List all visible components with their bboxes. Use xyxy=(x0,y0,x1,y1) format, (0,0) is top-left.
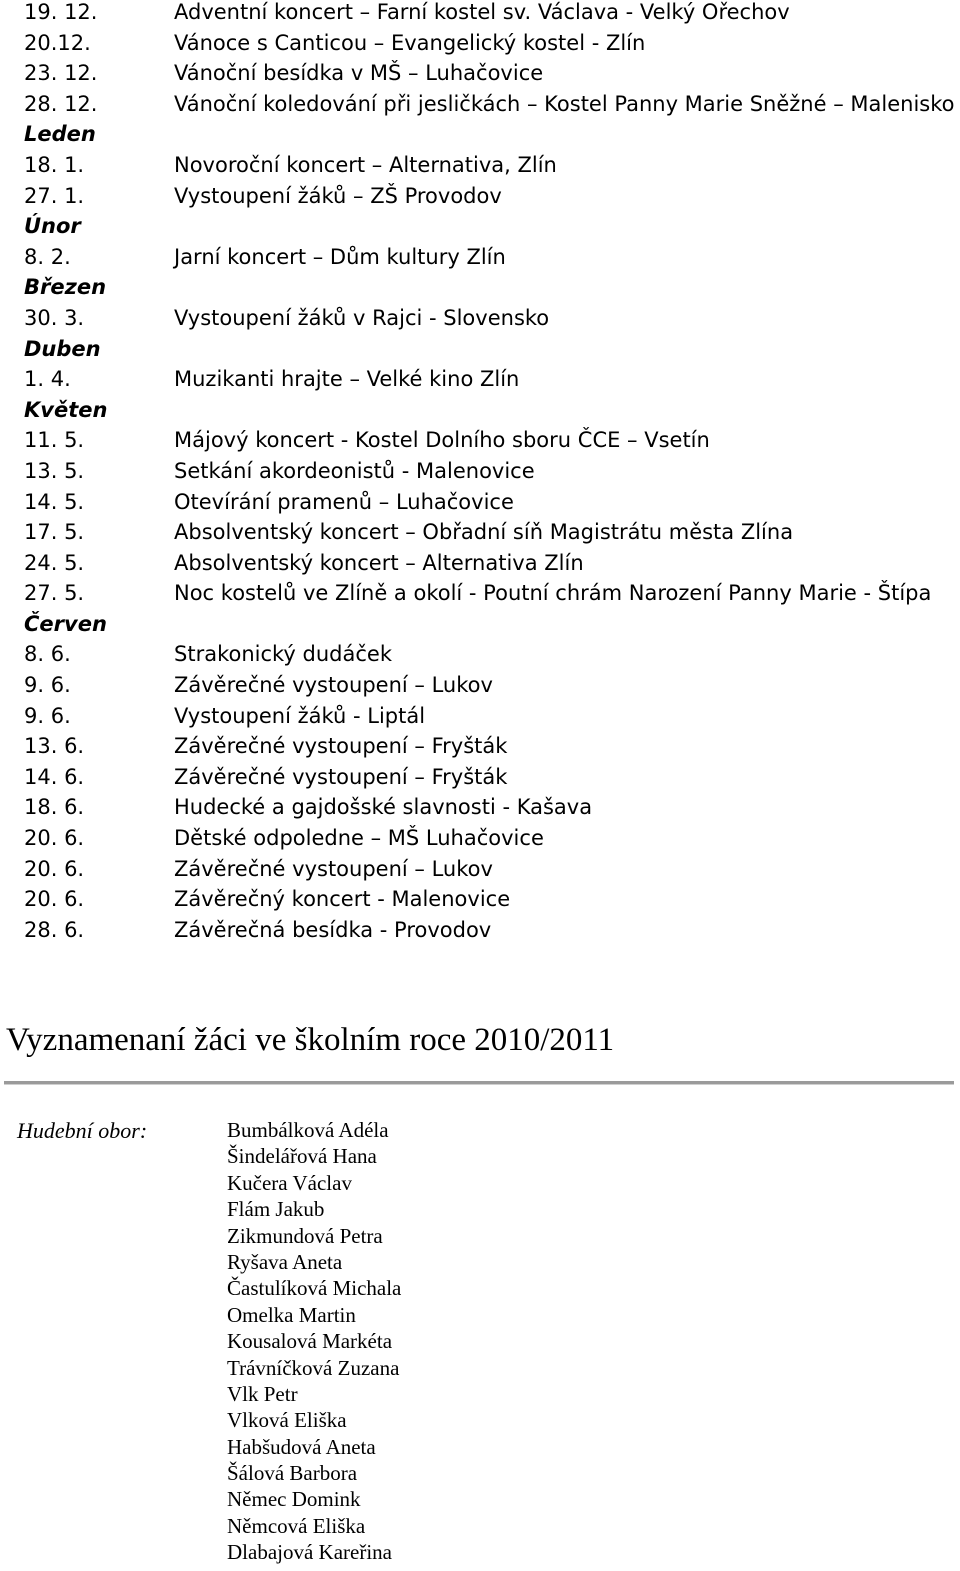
event-date: 27. 5. xyxy=(24,581,85,606)
horizontal-rule xyxy=(4,1081,954,1085)
event-description: Otevírání pramenů – Luhačovice xyxy=(174,489,514,514)
event-date: 8. 2. xyxy=(24,244,71,269)
student-name: Kučera Václav xyxy=(227,1170,352,1195)
event-row xyxy=(24,0,954,28)
month-heading: Duben xyxy=(24,336,101,361)
event-description: Noc kostelů ve Zlíně a okolí - Poutní chrám Narození Panny Marie - Štípa xyxy=(174,581,932,606)
event-row xyxy=(24,456,954,487)
student-list xyxy=(227,1117,401,1566)
event-date: 9. 6. xyxy=(24,703,71,728)
event-date: 11. 5. xyxy=(24,428,85,453)
student-name: Šálová Barbora xyxy=(227,1461,358,1486)
student-name: Flám Jakub xyxy=(227,1197,325,1222)
student-name: Vlk Petr xyxy=(227,1381,298,1406)
event-description: Absolventský koncert – Obřadní síň Magistrátu města Zlína xyxy=(174,520,794,545)
event-date: 24. 5. xyxy=(24,550,85,575)
event-description: Závěrečné vystoupení – Lukov xyxy=(174,856,493,881)
event-date: 9. 6. xyxy=(24,673,71,698)
event-date: 1. 4. xyxy=(24,367,71,392)
student-name: Němcová Eliška xyxy=(227,1513,366,1538)
event-row xyxy=(24,89,954,120)
event-description: Vánoční besídka v MŠ – Luhačovice xyxy=(174,61,544,86)
event-date: 20. 6. xyxy=(24,887,85,912)
event-description: Novoroční koncert – Alternativa, Zlín xyxy=(174,152,557,177)
event-row xyxy=(24,762,954,793)
obor-label: Hudební obor: xyxy=(17,1118,148,1143)
event-row xyxy=(24,823,954,854)
month-heading: Červen xyxy=(24,611,107,636)
event-date: 28. 6. xyxy=(24,917,85,942)
event-date: 27. 1. xyxy=(24,183,85,208)
event-row xyxy=(24,701,954,732)
event-row xyxy=(24,425,954,456)
event-description: Vystoupení žáků v Rajci - Slovensko xyxy=(174,305,550,330)
month-heading: Květen xyxy=(24,397,108,422)
student-name: Habšudová Aneta xyxy=(227,1434,376,1459)
event-row xyxy=(24,181,954,212)
student-name: Omelka Martin xyxy=(227,1302,356,1327)
event-description: Vystoupení žáků - Liptál xyxy=(174,703,426,728)
event-description: Strakonický dudáček xyxy=(174,642,392,667)
event-date: 14. 6. xyxy=(24,764,85,789)
event-date: 28. 12. xyxy=(24,91,98,116)
event-date: 13. 6. xyxy=(24,734,85,759)
event-row xyxy=(24,639,954,670)
event-description: Závěrečná besídka - Provodov xyxy=(174,917,492,942)
event-description: Dětské odpoledne – MŠ Luhačovice xyxy=(174,826,544,851)
event-description: Závěrečné vystoupení – Fryšták xyxy=(174,764,508,789)
event-date: 30. 3. xyxy=(24,305,85,330)
student-name: Trávníčková Zuzana xyxy=(227,1355,400,1380)
event-row xyxy=(24,487,954,518)
month-heading: Únor xyxy=(24,214,81,239)
event-row xyxy=(24,58,954,89)
event-row xyxy=(24,854,954,885)
event-description: Setkání akordeonistů - Malenovice xyxy=(174,458,535,483)
event-row xyxy=(24,28,954,59)
student-name: Častulíková Michala xyxy=(227,1276,402,1301)
student-name: Zikmundová Petra xyxy=(227,1223,383,1248)
student-name: Bumbálková Adéla xyxy=(227,1118,389,1142)
event-row xyxy=(24,548,954,579)
event-date: 8. 6. xyxy=(24,642,71,667)
event-row xyxy=(24,150,954,181)
event-date: 17. 5. xyxy=(24,520,85,545)
event-row xyxy=(24,303,954,334)
event-row xyxy=(24,915,954,946)
event-date: 20.12. xyxy=(24,30,91,55)
student-name: Dlabajová Kareřina xyxy=(227,1540,392,1565)
event-date: 18. 1. xyxy=(24,152,85,177)
month-heading: Březen xyxy=(24,275,107,300)
event-row xyxy=(24,884,954,915)
student-name: Ryšava Aneta xyxy=(227,1249,343,1274)
event-row xyxy=(24,670,954,701)
event-date: 19. 12. xyxy=(24,0,98,24)
event-description: Vánoce s Canticou – Evangelický kostel - Zlín xyxy=(174,30,646,55)
event-date: 13. 5. xyxy=(24,458,85,483)
student-name: Vlková Eliška xyxy=(227,1408,347,1433)
event-row xyxy=(24,731,954,762)
event-description: Jarní koncert – Dům kultury Zlín xyxy=(174,244,506,269)
student-name: Němec Domink xyxy=(227,1487,361,1512)
event-row xyxy=(24,792,954,823)
event-description: Adventní koncert – Farní kostel sv. Václava - Velký Ořechov xyxy=(174,0,790,24)
event-description: Májový koncert - Kostel Dolního sboru ČCE – Vsetín xyxy=(174,428,710,453)
event-description: Hudecké a gajdošské slavnosti - Kašava xyxy=(174,795,593,820)
event-row xyxy=(24,242,954,273)
event-row xyxy=(24,364,954,395)
event-description: Muzikanti hrajte – Velké kino Zlín xyxy=(174,367,520,392)
event-description: Vystoupení žáků – ZŠ Provodov xyxy=(174,183,502,208)
event-date: 18. 6. xyxy=(24,795,85,820)
student-name: Kousalová Markéta xyxy=(227,1329,393,1354)
event-date: 20. 6. xyxy=(24,856,85,881)
event-description: Závěrečné vystoupení – Fryšták xyxy=(174,734,508,759)
event-date: 20. 6. xyxy=(24,826,85,851)
month-heading: Leden xyxy=(24,122,96,147)
event-description: Absolventský koncert – Alternativa Zlín xyxy=(174,550,584,575)
section-title: Vyznamenaní žáci ve školním roce 2010/2011 xyxy=(6,1022,615,1058)
event-date: 23. 12. xyxy=(24,61,98,86)
event-list xyxy=(24,0,954,945)
event-row xyxy=(24,578,954,609)
student-name: Šindelářová Hana xyxy=(227,1144,377,1169)
event-description: Závěrečný koncert - Malenovice xyxy=(174,887,511,912)
event-description: Vánoční koledování při jesličkách – Kostel Panny Marie Sněžné – Malenisko xyxy=(174,91,955,116)
event-description: Závěrečné vystoupení – Lukov xyxy=(174,673,493,698)
event-date: 14. 5. xyxy=(24,489,85,514)
event-row xyxy=(24,517,954,548)
